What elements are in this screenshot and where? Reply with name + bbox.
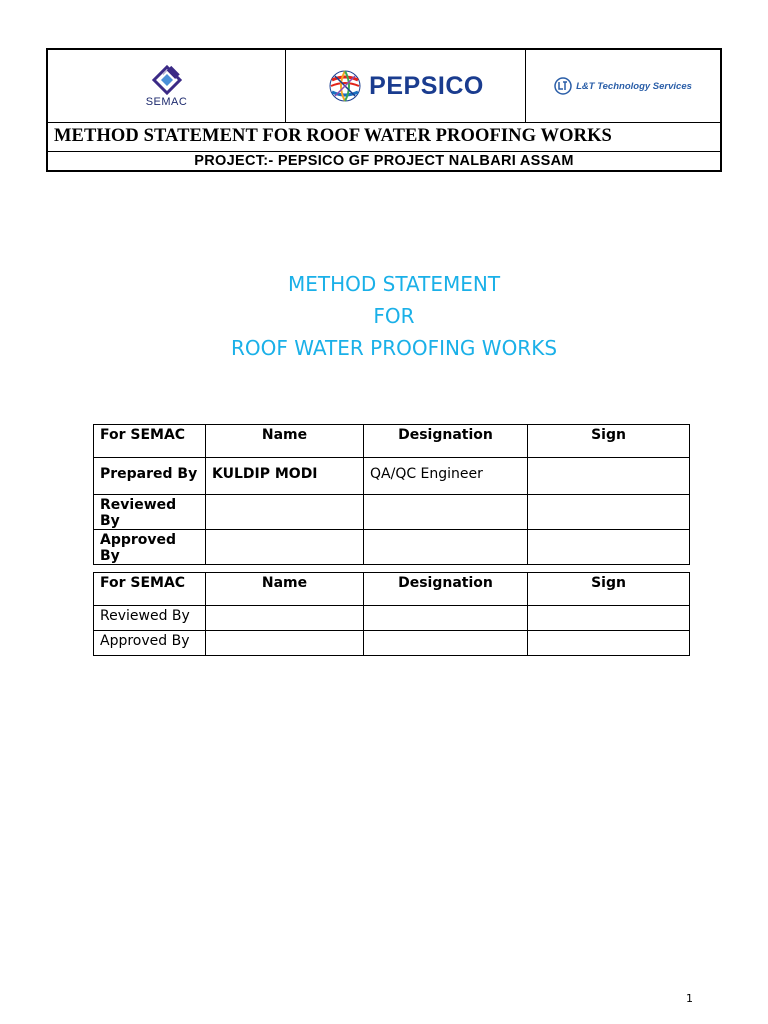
sign-cell bbox=[528, 530, 690, 565]
logo-row bbox=[48, 50, 720, 123]
role-cell: Approved By bbox=[94, 530, 206, 565]
table-header-cell: Designation bbox=[364, 425, 528, 458]
table-header-cell: Designation bbox=[364, 573, 528, 606]
designation-cell bbox=[364, 530, 528, 565]
table-header-cell: For SEMAC bbox=[94, 573, 206, 606]
table-header-row bbox=[94, 573, 690, 606]
role-cell: Reviewed By bbox=[94, 495, 206, 530]
lt-logo-cell bbox=[526, 50, 720, 122]
project-name: PROJECT:- PEPSICO GF PROJECT NALBARI ASSAM bbox=[194, 153, 574, 169]
semac-logo-cell bbox=[48, 50, 286, 122]
lt-logo bbox=[554, 77, 692, 95]
lt-emblem-icon bbox=[554, 77, 572, 95]
name-cell bbox=[206, 530, 364, 565]
designation-cell bbox=[364, 606, 528, 631]
sign-cell bbox=[528, 458, 690, 495]
table-row bbox=[94, 458, 690, 495]
name-cell: KULDIP MODI bbox=[206, 458, 364, 495]
table-header-cell: Sign bbox=[528, 425, 690, 458]
header-title-row bbox=[48, 122, 720, 152]
approval-table-2 bbox=[93, 572, 690, 656]
role-cell: Prepared By bbox=[94, 458, 206, 495]
main-title-line-2: FOR bbox=[373, 304, 415, 328]
designation-cell: QA/QC Engineer bbox=[364, 458, 528, 495]
pepsi-globe-icon bbox=[327, 68, 363, 104]
semac-logo bbox=[146, 65, 188, 108]
table-row bbox=[94, 606, 690, 631]
header-project-row bbox=[48, 152, 720, 170]
role-cell: Reviewed By bbox=[94, 606, 206, 631]
role-cell: Approved By bbox=[94, 631, 206, 656]
lt-logo-text: L&T Technology Services bbox=[576, 80, 692, 92]
table-row bbox=[94, 530, 690, 565]
page-number: 1 bbox=[686, 992, 693, 1005]
table-header-cell: Name bbox=[206, 573, 364, 606]
table-row bbox=[94, 631, 690, 656]
approval-table-1 bbox=[93, 424, 690, 565]
name-cell bbox=[206, 631, 364, 656]
header-title: METHOD STATEMENT FOR ROOF WATER PROOFING WORKS bbox=[54, 126, 612, 146]
main-title-line-1: METHOD STATEMENT bbox=[287, 272, 501, 296]
pepsico-logo-text: PEPSICO bbox=[369, 71, 484, 100]
sign-cell bbox=[528, 631, 690, 656]
pepsico-logo-cell bbox=[286, 50, 526, 122]
name-cell bbox=[206, 606, 364, 631]
table-row bbox=[94, 495, 690, 530]
pepsico-logo bbox=[327, 68, 484, 104]
semac-logo-text: SEMAC bbox=[145, 95, 188, 108]
table-header-row bbox=[94, 425, 690, 458]
table-header-cell: Name bbox=[206, 425, 364, 458]
table-header-cell: For SEMAC bbox=[94, 425, 206, 458]
sign-cell bbox=[528, 495, 690, 530]
semac-diamond-icon bbox=[152, 65, 182, 95]
main-title bbox=[0, 268, 768, 364]
designation-cell bbox=[364, 495, 528, 530]
sign-cell bbox=[528, 606, 690, 631]
document-header bbox=[46, 48, 722, 172]
designation-cell bbox=[364, 631, 528, 656]
name-cell bbox=[206, 495, 364, 530]
table-header-cell: Sign bbox=[528, 573, 690, 606]
main-title-line-3: ROOF WATER PROOFING WORKS bbox=[230, 336, 558, 360]
